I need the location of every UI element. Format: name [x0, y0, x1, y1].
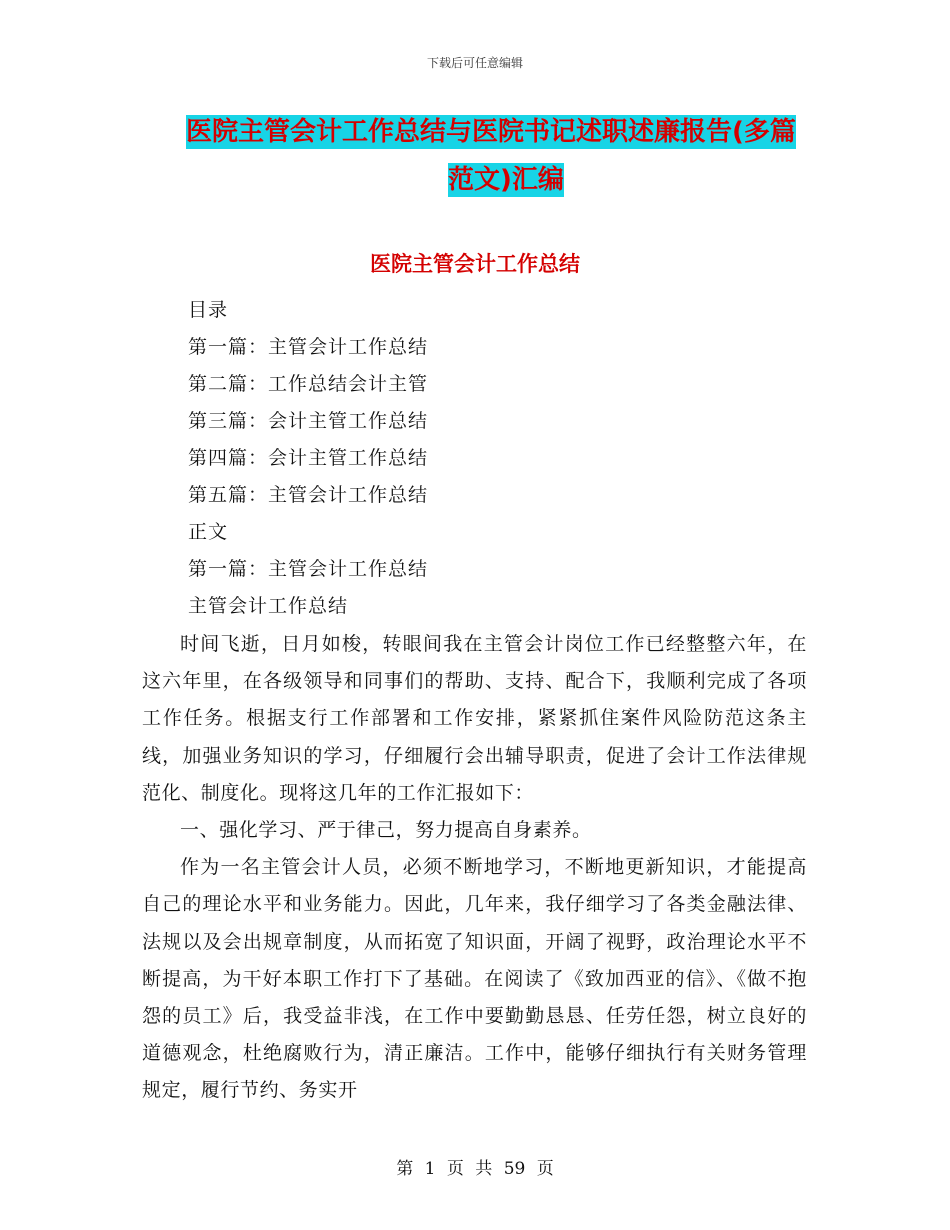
body-heading: 正文: [188, 521, 229, 543]
section-title: 医院主管会计工作总结: [370, 252, 580, 276]
main-title-line-2: 范文)汇编: [448, 165, 564, 195]
body-text: [142, 626, 807, 1110]
table-of-contents: [188, 292, 428, 625]
page-footer: 第 1 页 共 59 页: [396, 1159, 554, 1179]
toc-item: 第三篇：会计主管工作总结: [188, 410, 429, 432]
chapter-title: 第一篇：主管会计工作总结: [188, 558, 429, 580]
toc-item: 第一篇：主管会计工作总结: [188, 336, 429, 358]
main-title-line-1: 医院主管会计工作总结与医院书记述职述廉报告(多篇: [186, 117, 796, 147]
toc-heading: 目录: [188, 299, 229, 321]
header-note: 下载后可任意编辑: [426, 56, 523, 70]
article-title: 主管会计工作总结: [188, 595, 349, 617]
paragraph: 时间飞逝，日月如梭，转眼间我在主管会计岗位工作已经整整六年，在这六年里，在各级领导和同事们的帮助、支持、配合下，我顺利完成了各项工作任务。根据支行工作部署和工作安排，紧紧抓住案件风险防范这条主线，加强业务知识的学习，仔细履行会出辅导职责，促进了会计工作法律规范化、制度化。现将这几年的工作汇报如下：: [142, 633, 807, 804]
paragraph-heading: 一、强化学习、严于律己，努力提高自身素养。: [180, 819, 592, 842]
paragraph: 作为一名主管会计人员，必须不断地学习，不断地更新知识，才能提高自己的理论水平和业务能力。因此，几年来，我仔细学习了各类金融法律、法规以及会出规章制度，从而拓宽了知识面，开阔了视野，政治理论水平不断提高，为干好本职工作打下了基础。在阅读了《致加西亚的信》、《做不抱怨的员工》后，我受益非浅，在工作中要勤勤恳恳、任劳任怨，树立良好的道德观念，杜绝腐败行为，清正廉洁。工作中，能够仔细执行有关财务管理规定，履行节约、务实开: [142, 856, 807, 1102]
toc-item: 第五篇：主管会计工作总结: [188, 484, 429, 506]
toc-item: 第二篇：工作总结会计主管: [188, 373, 429, 395]
toc-item: 第四篇：会计主管工作总结: [188, 447, 429, 469]
document-main-title: [186, 108, 826, 204]
